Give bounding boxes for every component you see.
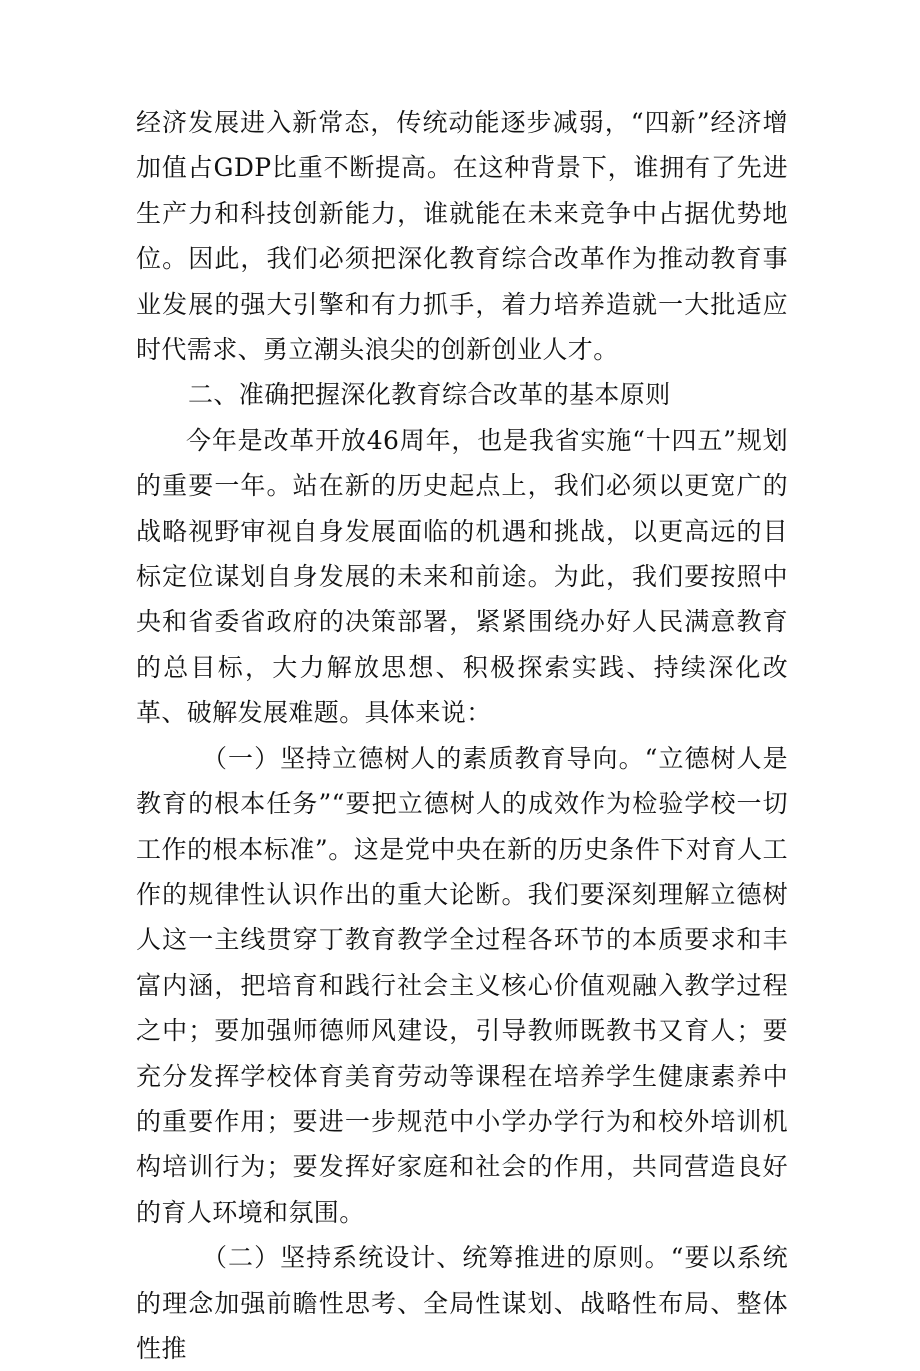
paragraph-system-design: （二）坚持系统设计、统筹推进的原则。“要以系统的理念加强前瞻性思考、全局性谋划、战略性布局、整体性推 xyxy=(136,1243,788,1363)
paragraph-moral-education: （一）坚持立德树人的素质教育导向。“立德树人是教育的根本任务”“要把立德树人的成效作为检验学校一切工作的根本标准”。这是党中央在新的历史条件下对育人工作的规律性认识作出的重大论断。我们要深刻理解立德树人这一主线贯穿丁教育教学全过程各环节的本质要求和丰富内涵，把培育和践行社会主义核心价值观融入教学过程之中；要加强师德师风建设，引导教师既教书又育人；要充分发挥学校体育美育劳动等课程在培养学生健康素养中的重要作用；要进一步规范中小学办学行为和校外培训机构培训行为；要发挥好家庭和社会的作用，共同营造良好的育人环境和氛围。 xyxy=(136,743,788,1227)
paragraph-reform-anniversary: 今年是改革开放46周年，也是我省实施“十四五”规划的重要一年。站在新的历史起点上，我们必须以更宽广的战略视野审视自身发展面临的机遇和挑战，以更高远的目标定位谋划自身发展的未来和前途。为此，我们要按照中央和省委省政府的决策部署，紧紧围绕办好人民满意教育的总目标，大力解放思想、积极探索实践、持续深化改革、破解发展难题。具体来说： xyxy=(136,425,788,728)
paragraph-economic-context: 经济发展进入新常态，传统动能逐步减弱，“四新”经济增加值占GDP比重不断提高。在这种背景下，谁拥有了先进生产力和科技创新能力，谁就能在未来竞争中占据优势地位。因此，我们必须把深化教育综合改革作为推动教育事业发展的强大引擎和有力抓手，着力培养造就一大批适应时代需求、勇立潮头浪尖的创新创业人才。 xyxy=(136,108,788,365)
document-body xyxy=(136,100,788,1371)
section-heading-basic-principles: 二、准确把握深化教育综合改革的基本原则 xyxy=(188,380,671,410)
